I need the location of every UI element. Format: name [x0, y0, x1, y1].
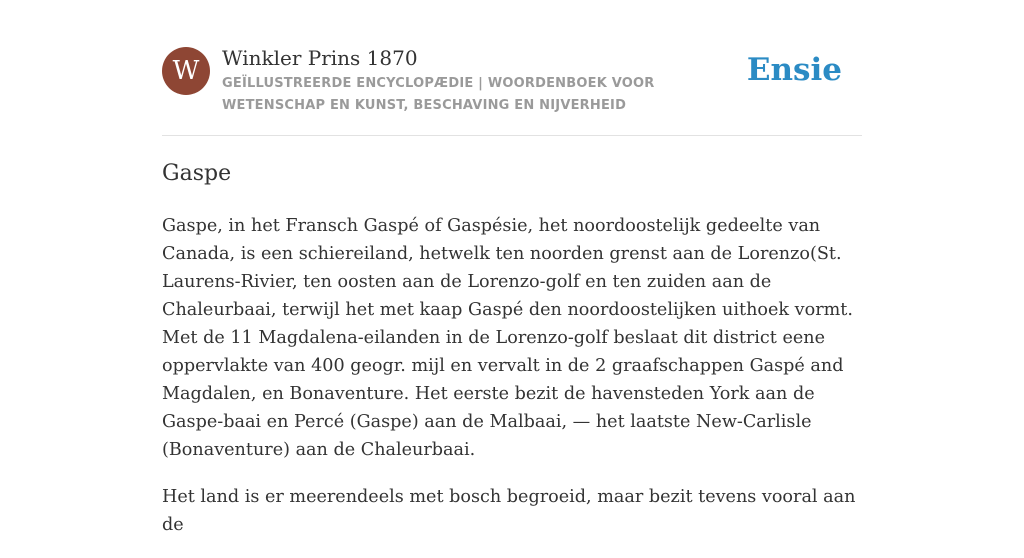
- article-paragraph: Gaspe, in het Fransch Gaspé of Gaspésie, het noordoostelijk gedeelte van Canada, is een schiereiland, hetwelk ten noorden grenst aan de Lorenzo(St. Laurens-Rivier, ten oosten aan de Lorenzo-golf en ten zuiden aan de Chaleurbaai, terwijl het met kaap Gaspé den noordoostelijken uithoek vormt. Met de 11 Magdalena-eilanden in de Lorenzo-golf beslaat dit district eene oppervlakte van 400 geogr. mijl en vervalt in de 2 graafschappen Gaspé and Magdalen, en Bonaventure. Het eerste bezit de havensteden York aan de Gaspe-baai en Percé (Gaspe) aan de Malbaai, — het laatste New-Carlisle (Bonaventure) aan de Chaleurbaai.: [162, 216, 853, 460]
- source-subtitle: GEÏLLUSTREERDE ENCYCLOPÆDIE | WOORDENBOEK VOOR WETENSCHAP EN KUNST, BESCHAVING EN NIJVERHEID: [222, 76, 655, 113]
- ensie-logo-link[interactable]: Ensie: [746, 52, 842, 88]
- source-title[interactable]: Winkler Prins 1870: [222, 46, 418, 70]
- article-paragraph: Het land is er meerendeels met bosch begroeid, maar bezit tevens vooral aan de: [162, 487, 856, 535]
- source-avatar[interactable]: W: [162, 47, 210, 95]
- header-divider: [162, 135, 862, 136]
- article-title: Gaspe: [162, 161, 232, 186]
- article-body: [162, 212, 862, 558]
- source-header: [162, 46, 862, 116]
